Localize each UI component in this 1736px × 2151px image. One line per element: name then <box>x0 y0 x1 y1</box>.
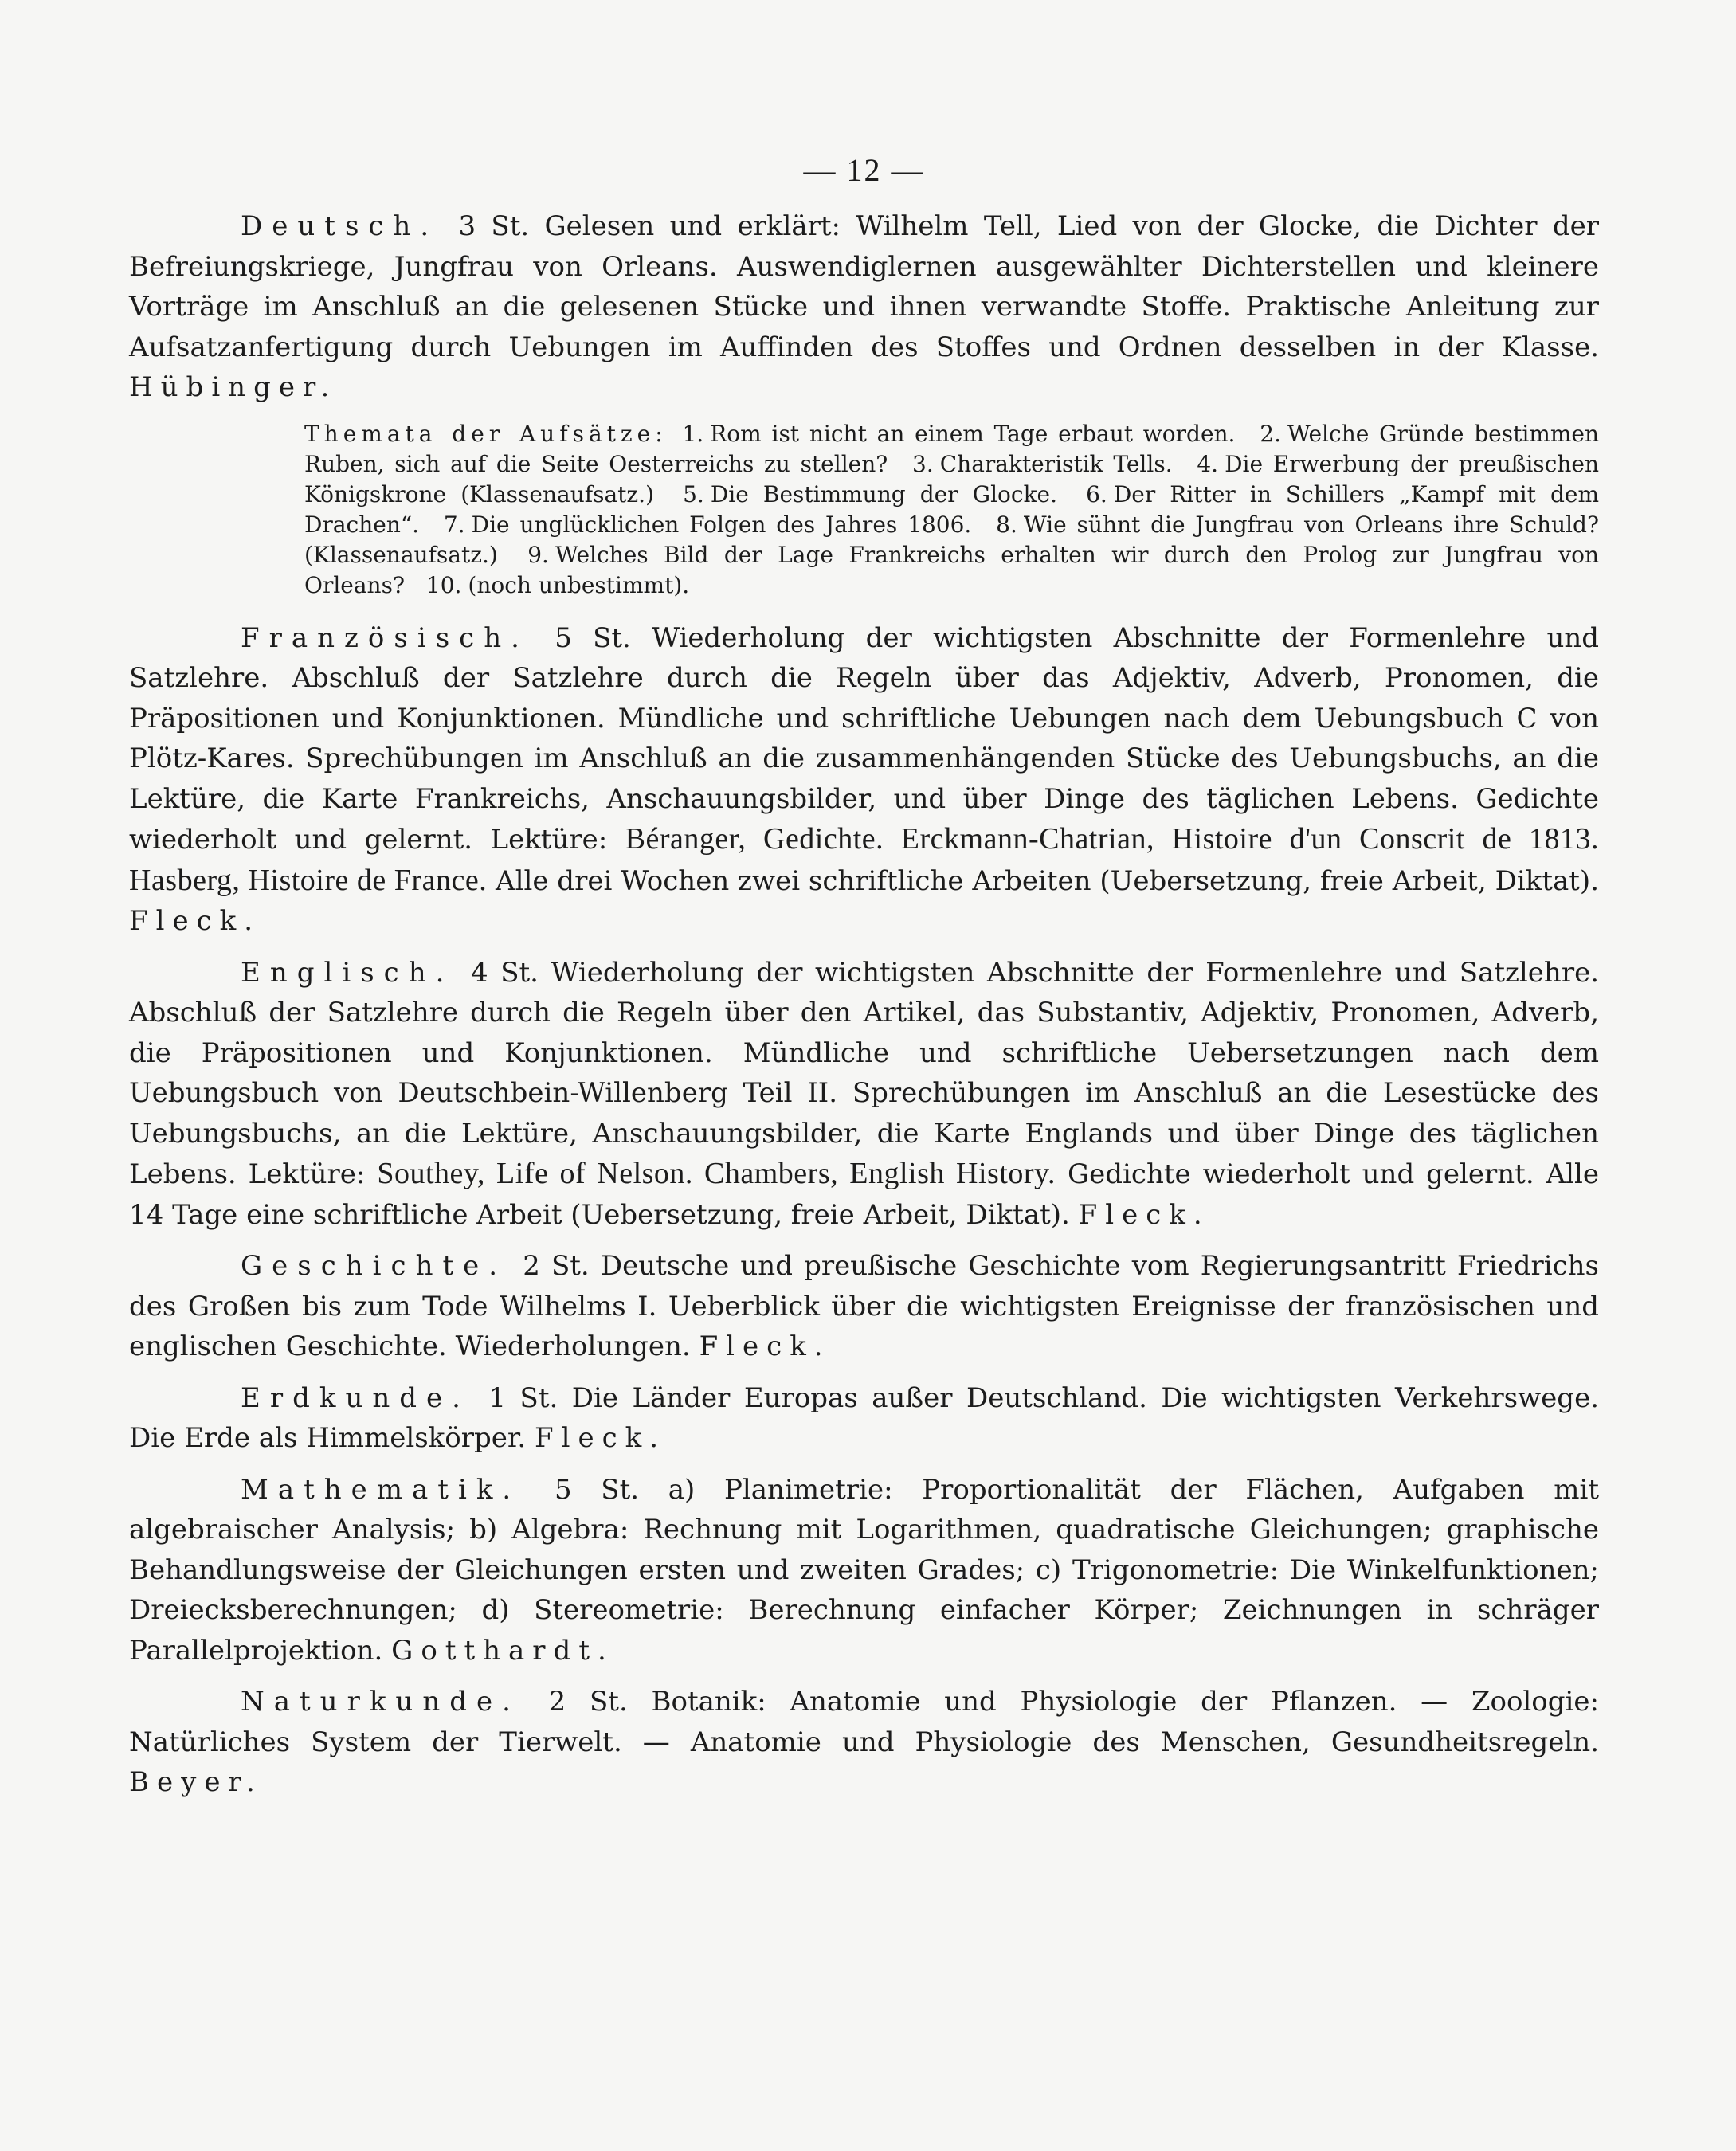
essay-topic: 9. Welches Bild der Lage Frankreichs erhalten wir durch den Prolog zur Jungfrau von Orleans? <box>304 541 1599 598</box>
subject-heading: Englisch. <box>241 956 454 989</box>
essay-topic: 2. Welche Gründe bestimmen Ruben, sich auf die Seite Oesterreichs zu stellen? <box>304 420 1599 477</box>
subject-heading: Erdkunde. <box>241 1381 470 1414</box>
section-naturkunde <box>129 1682 1599 1803</box>
teacher-name: Fleck. <box>129 905 261 937</box>
section-geschichte <box>129 1246 1599 1367</box>
reading-list: Southey, Life of Nelson. Chambers, English History. <box>377 1157 1056 1190</box>
section-body: 5 St. Wiederholung der wichtigsten Abschnitte der Formenlehre und Satzlehre. Abschluß der Satzlehre durch die Regeln über das Adjektiv, Adverb, Pronomen, die Präpositionen und Konjunktionen. Mündliche und schriftliche Uebungen nach dem Uebungsbuch C von Plötz-Kares. Sprechübungen im Anschluß an die zusammenhängenden Stücke des Uebungsbuchs, an die Lektüre, die Karte Frankreichs, Anschauungsbilder, und über Dinge des täglichen Lebens. Gedichte wiederholt und gelernt. Lektüre: <box>129 621 1599 856</box>
teacher-name: Fleck. <box>1078 1198 1210 1231</box>
essay-topic: 5. Die Bestimmung der Glocke. <box>683 480 1058 507</box>
essay-topic: 10. (noch unbestimmt). <box>425 571 690 598</box>
subject-heading: Naturkunde. <box>241 1686 520 1718</box>
subject-heading: Geschichte. <box>241 1250 507 1282</box>
subject-heading: Französisch. <box>241 621 529 654</box>
subject-heading: Deutsch. <box>241 210 439 242</box>
section-erdkunde <box>129 1378 1599 1459</box>
section-mathematik <box>129 1470 1599 1671</box>
section-body: 1 St. Die Länder Europas außer Deutschland. Die wichtigsten Verkehrswege. Die Erde als Himmelskörper. <box>129 1381 1599 1454</box>
section-deutsch <box>129 206 1599 408</box>
essay-topic: 6. Der Ritter in Schillers „Kampf mit dem Drachen“. <box>304 480 1599 538</box>
essay-topic: 7. Die unglücklichen Folgen des Jahres 1806. <box>443 511 972 538</box>
section-franzoesisch <box>129 618 1599 942</box>
section-body: 2 St. Deutsche und preußische Geschichte vom Regierungsantritt Friedrichs des Großen bis zum Tode Wilhelms I. Ueberblick über die wichtigsten Ereignisse der französischen und englischen Geschichte. Wiederholungen. <box>129 1250 1599 1362</box>
section-body-continued: Alle drei Wochen zwei schriftliche Arbeiten (Uebersetzung, freie Arbeit, Diktat). <box>496 864 1600 897</box>
teacher-name: Gotthardt. <box>391 1634 614 1667</box>
essay-topics-label: Themata der Aufsätze: <box>304 420 668 447</box>
page-number: — 12 — <box>803 152 925 188</box>
section-body-continued: Gedichte wiederholt und gelernt. Alle 14 Tage eine schriftliche Arbeit (Uebersetzung, freie Arbeit, Diktat). <box>129 1158 1600 1231</box>
section-body: 3 St. Gelesen und erklärt: Wilhelm Tell, Lied von der Glocke, die Dichter der Befreiungskriege, Jungfrau von Orleans. Auswendiglernen ausgewählter Dichterstellen und kleinere Vorträge im Anschluß an die gelesenen Stücke und ihnen verwandte Stoffe. Praktische Anleitung zur Aufsatzanfertigung durch Uebungen im Auffinden des Stoffes und Ordnen desselben in der Klasse. <box>129 210 1599 363</box>
section-englisch <box>129 953 1599 1236</box>
section-body: 4 St. Wiederholung der wichtigsten Abschnitte der Formenlehre und Satzlehre. Abschluß der Satzlehre durch die Regeln über den Artikel, das Substantiv, Adjektiv, Pronomen, Adverb, die Präpositionen und Konjunktionen. Mündliche und schriftliche Uebersetzungen nach dem Uebungsbuch von Deutschbein-Willenberg Teil II. Sprechübungen im Anschluß an die Lesestücke des Uebungsbuchs, an die Lektüre, Anschauungsbilder, die Karte Englands und über Dinge des täglichen Lebens. Lektüre: <box>129 956 1599 1190</box>
essay-topic: 3. Charakteristik Tells. <box>912 450 1173 477</box>
essay-topic: 8. Wie sühnt die Jungfrau von Orleans ihre Schuld? (Klassenaufsatz.) <box>304 511 1599 568</box>
essay-topic: 4. Die Erwerbung der preußischen Königskrone (Klassenaufsatz.) <box>304 450 1599 507</box>
section-body: 5 St. a) Planimetrie: Proportionalität der Flächen, Aufgaben mit algebraischer Analysis; b) Algebra: Rechnung mit Logarithmen, quadratische Gleichungen; graphische Behandlungsweise der Gleichungen ersten und zweiten Grades; c) Trigonometrie: Die Winkelfunktionen; Dreiecksberechnungen; d) Stereometrie: Berechnung einfacher Körper; Zeichnungen in schräger Parallelprojektion. <box>129 1473 1599 1667</box>
essay-topics <box>304 419 1599 601</box>
subject-heading: Mathematik. <box>241 1473 521 1506</box>
section-body: 2 St. Botanik: Anatomie und Physiologie der Pflanzen. — Zoologie: Natürliches System der Tierwelt. — Anatomie und Physiologie des Menschen, Gesundheitsregeln. <box>129 1686 1599 1758</box>
reading-list: Béranger, Gedichte. Erckmann-Chatrian, Histoire d'un Conscrit de 1813. Hasberg, Histoire de France. <box>129 822 1599 897</box>
essay-topic: 1. Rom ist nicht an einem Tage erbaut worden. <box>682 420 1236 447</box>
teacher-name: Fleck. <box>699 1330 831 1362</box>
teacher-name: Hübinger. <box>129 371 338 403</box>
teacher-name: Fleck. <box>535 1422 667 1454</box>
teacher-name: Beyer. <box>129 1766 263 1798</box>
